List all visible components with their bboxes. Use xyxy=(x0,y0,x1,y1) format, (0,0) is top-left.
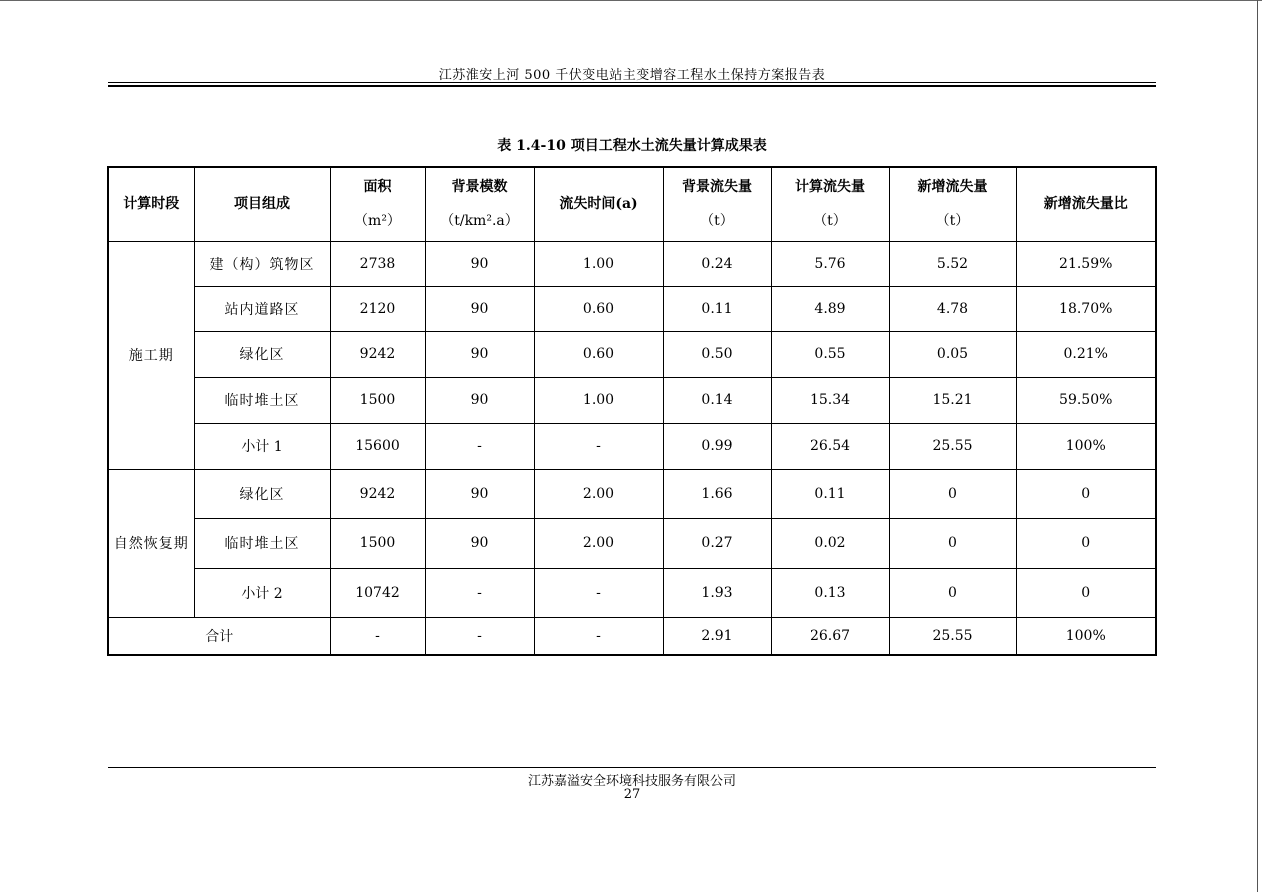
col-unit: （t） xyxy=(935,213,970,230)
new-loss-cell: 25.55 xyxy=(889,423,1016,469)
calc-loss-cell: 5.76 xyxy=(771,241,889,286)
col-header-calc-loss xyxy=(771,167,889,241)
table-caption: 表 1.4-10 项目工程水土流失量计算成果表 xyxy=(497,138,767,154)
calc-loss-cell: 26.54 xyxy=(771,423,889,469)
total-label: 合计 xyxy=(108,617,330,655)
col-title: 背景模数 xyxy=(451,179,508,196)
area-cell: 15600 xyxy=(330,423,425,469)
area-cell: 9242 xyxy=(330,331,425,377)
col-header-new-loss xyxy=(889,167,1016,241)
subtotal-row xyxy=(108,568,1156,617)
calc-loss-cell: 4.89 xyxy=(771,286,889,331)
modulus-cell: - xyxy=(425,423,534,469)
item-cell: 临时堆土区 xyxy=(194,518,330,568)
calc-loss-cell: 26.67 xyxy=(771,617,889,655)
col-unit: （m²） xyxy=(354,213,401,230)
modulus-cell: 90 xyxy=(425,469,534,518)
ratio-cell: 0.21% xyxy=(1016,331,1156,377)
calc-loss-cell: 0.55 xyxy=(771,331,889,377)
col-header-area xyxy=(330,167,425,241)
footer-company: 江苏嘉溢安全环境科技服务有限公司 xyxy=(527,774,736,789)
table-row xyxy=(108,286,1156,331)
ratio-cell: 59.50% xyxy=(1016,377,1156,423)
col-title: 计算时段 xyxy=(123,196,180,213)
col-header-modulus xyxy=(425,167,534,241)
new-loss-cell: 15.21 xyxy=(889,377,1016,423)
new-loss-cell: 0.05 xyxy=(889,331,1016,377)
col-title: 流失时间(a) xyxy=(559,196,638,213)
ratio-cell: 21.59% xyxy=(1016,241,1156,286)
col-header-ratio xyxy=(1016,167,1156,241)
header-row xyxy=(108,167,1156,241)
new-loss-cell: 5.52 xyxy=(889,241,1016,286)
ratio-cell: 0 xyxy=(1016,518,1156,568)
time-cell: - xyxy=(534,423,663,469)
footer-rule xyxy=(108,767,1156,768)
new-loss-cell: 0 xyxy=(889,518,1016,568)
item-cell: 临时堆土区 xyxy=(194,377,330,423)
modulus-cell: - xyxy=(425,568,534,617)
modulus-cell: 90 xyxy=(425,241,534,286)
bg-loss-cell: 1.66 xyxy=(663,469,771,518)
ratio-cell: 0 xyxy=(1016,568,1156,617)
page-top-edge xyxy=(0,0,1262,1)
col-header-bg-loss xyxy=(663,167,771,241)
bg-loss-cell: 0.99 xyxy=(663,423,771,469)
item-cell: 小计 1 xyxy=(194,423,330,469)
period-cell: 施工期 xyxy=(108,241,194,469)
bg-loss-cell: 2.91 xyxy=(663,617,771,655)
period-cell: 自然恢复期 xyxy=(108,469,194,617)
total-row xyxy=(108,617,1156,655)
time-cell: 1.00 xyxy=(534,377,663,423)
col-title: 新增流失量比 xyxy=(1043,196,1128,213)
new-loss-cell: 0 xyxy=(889,568,1016,617)
item-cell: 站内道路区 xyxy=(194,286,330,331)
header-rule xyxy=(108,82,1156,83)
area-cell: 1500 xyxy=(330,377,425,423)
col-header-time xyxy=(534,167,663,241)
time-cell: 1.00 xyxy=(534,241,663,286)
table-row xyxy=(108,469,1156,518)
item-cell: 建（构）筑物区 xyxy=(194,241,330,286)
bg-loss-cell: 0.50 xyxy=(663,331,771,377)
subtotal-row xyxy=(108,423,1156,469)
col-title: 计算流失量 xyxy=(795,179,865,196)
item-cell: 绿化区 xyxy=(194,469,330,518)
modulus-cell: 90 xyxy=(425,286,534,331)
table-row xyxy=(108,241,1156,286)
ratio-cell: 100% xyxy=(1016,617,1156,655)
page-right-edge xyxy=(1257,0,1262,892)
ratio-cell: 100% xyxy=(1016,423,1156,469)
bg-loss-cell: 0.27 xyxy=(663,518,771,568)
modulus-cell: 90 xyxy=(425,377,534,423)
new-loss-cell: 4.78 xyxy=(889,286,1016,331)
time-cell: 0.60 xyxy=(534,331,663,377)
bg-loss-cell: 0.14 xyxy=(663,377,771,423)
modulus-cell: 90 xyxy=(425,518,534,568)
header-rule-thick xyxy=(108,85,1156,87)
area-cell: - xyxy=(330,617,425,655)
col-title: 项目组成 xyxy=(234,196,290,213)
item-cell: 小计 2 xyxy=(194,568,330,617)
new-loss-cell: 0 xyxy=(889,469,1016,518)
new-loss-cell: 25.55 xyxy=(889,617,1016,655)
document-header-title: 江苏淮安上河 500 千伏变电站主变增容工程水土保持方案报告表 xyxy=(438,68,826,83)
calc-loss-cell: 15.34 xyxy=(771,377,889,423)
ratio-cell: 18.70% xyxy=(1016,286,1156,331)
page-number: 27 xyxy=(623,787,641,802)
calc-loss-cell: 0.13 xyxy=(771,568,889,617)
col-title: 新增流失量 xyxy=(917,179,988,196)
calc-loss-cell: 0.02 xyxy=(771,518,889,568)
modulus-cell: 90 xyxy=(425,331,534,377)
bg-loss-cell: 1.93 xyxy=(663,568,771,617)
time-cell: 2.00 xyxy=(534,469,663,518)
col-unit: （t） xyxy=(813,213,847,230)
table-row xyxy=(108,518,1156,568)
col-header-period xyxy=(108,167,194,241)
time-cell: 2.00 xyxy=(534,518,663,568)
bg-loss-cell: 0.11 xyxy=(663,286,771,331)
area-cell: 10742 xyxy=(330,568,425,617)
area-cell: 1500 xyxy=(330,518,425,568)
modulus-cell: - xyxy=(425,617,534,655)
area-cell: 2738 xyxy=(330,241,425,286)
soil-loss-table xyxy=(107,166,1157,656)
col-title: 背景流失量 xyxy=(682,179,752,196)
area-cell: 2120 xyxy=(330,286,425,331)
bg-loss-cell: 0.24 xyxy=(663,241,771,286)
col-unit: （t） xyxy=(700,213,734,230)
table-row xyxy=(108,331,1156,377)
item-cell: 绿化区 xyxy=(194,331,330,377)
time-cell: 0.60 xyxy=(534,286,663,331)
table-row xyxy=(108,377,1156,423)
calc-loss-cell: 0.11 xyxy=(771,469,889,518)
col-title: 面积 xyxy=(363,179,392,196)
ratio-cell: 0 xyxy=(1016,469,1156,518)
col-unit: （t/km².a） xyxy=(440,213,519,230)
time-cell: - xyxy=(534,568,663,617)
time-cell: - xyxy=(534,617,663,655)
col-header-item xyxy=(194,167,330,241)
area-cell: 9242 xyxy=(330,469,425,518)
